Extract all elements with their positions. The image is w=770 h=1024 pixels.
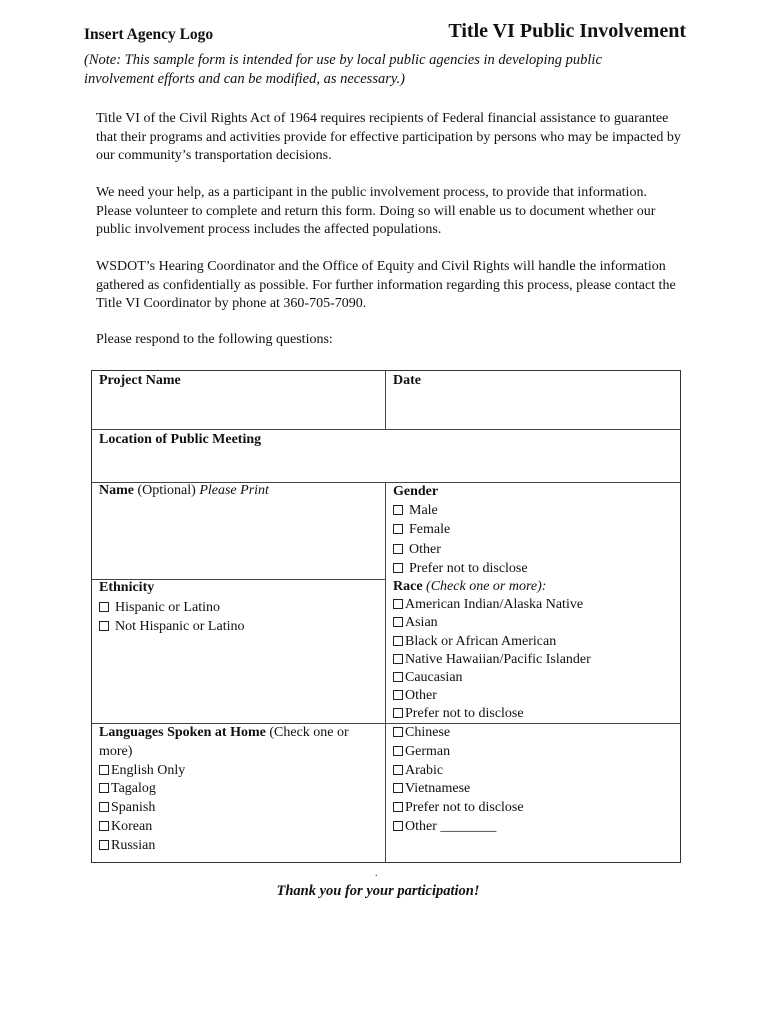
project-name-label: Project Name <box>99 373 181 388</box>
race-label: Race <box>393 579 423 594</box>
checkbox-icon[interactable] <box>99 765 109 775</box>
name-hint: Please Print <box>199 483 269 498</box>
intro-note: (Note: This sample form is intended for use by local public agencies in developing public involvement efforts and can be modified, as necessary.) <box>84 52 602 87</box>
checkbox-icon[interactable] <box>393 727 403 737</box>
gender-option-prefer-not[interactable]: Prefer not to disclose <box>393 559 528 578</box>
page-title: Title VI Public Involvement <box>448 20 686 42</box>
checkbox-icon[interactable] <box>393 672 403 682</box>
name-label: Name <box>99 483 134 498</box>
language-option-arabic[interactable]: Arabic <box>393 762 524 781</box>
languages-group-right <box>393 724 524 837</box>
checkbox-icon[interactable] <box>393 821 403 831</box>
race-option-black[interactable]: Black or African American <box>393 633 591 651</box>
agency-logo-placeholder: Insert Agency Logo <box>84 26 214 43</box>
paragraph-civil-rights: Title VI of the Civil Rights Act of 1964 requires recipients of Federal financial assistance to guarantee that their programs and activities provide for effective participation by persons who may be impacted by our community’s transportation decisions. <box>96 111 681 163</box>
checkbox-icon[interactable] <box>393 599 403 609</box>
language-option-english[interactable]: English Only <box>99 762 381 781</box>
language-option-russian[interactable]: Russian <box>99 837 381 856</box>
ethnicity-label: Ethnicity <box>99 580 155 595</box>
gender-option-male[interactable]: Male <box>393 501 528 520</box>
language-option-chinese[interactable]: Chinese <box>393 724 524 743</box>
name-optional-text: (Optional) <box>134 483 200 498</box>
checkbox-icon[interactable] <box>99 621 109 631</box>
checkbox-icon[interactable] <box>393 636 403 646</box>
languages-group <box>99 724 381 856</box>
languages-hint: (Check one or more) <box>99 725 349 759</box>
date-field[interactable] <box>393 372 421 391</box>
race-option-asian[interactable]: Asian <box>393 614 591 632</box>
project-name-field[interactable] <box>99 372 181 391</box>
column-divider <box>385 482 386 863</box>
paragraph-confidentiality: WSDOT’s Hearing Coordinator and the Office of Equity and Civil Rights will handle the information gathered as confidentially as possible. For further information regarding this process, please contact the Title VI Coordinator by phone at 360-705-7090. <box>96 259 676 311</box>
checkbox-icon[interactable] <box>393 544 403 554</box>
gender-option-other[interactable]: Other <box>393 540 528 559</box>
language-option-vietnamese[interactable]: Vietnamese <box>393 780 524 799</box>
race-option-caucasian[interactable]: Caucasian <box>393 669 591 687</box>
name-field[interactable] <box>99 482 269 501</box>
header <box>84 20 688 48</box>
checkbox-icon[interactable] <box>99 602 109 612</box>
checkbox-icon[interactable] <box>393 802 403 812</box>
location-label: Location of Public Meeting <box>99 432 262 447</box>
race-option-prefer-not[interactable]: Prefer not to disclose <box>393 705 591 723</box>
language-option-prefer-not[interactable]: Prefer not to disclose <box>393 799 524 818</box>
column-divider <box>385 371 386 429</box>
gender-option-female[interactable]: Female <box>393 520 528 539</box>
ethnicity-group <box>99 578 244 637</box>
checkbox-icon[interactable] <box>393 617 403 627</box>
date-label: Date <box>393 373 421 388</box>
checkbox-icon[interactable] <box>393 765 403 775</box>
checkbox-icon[interactable] <box>99 840 109 850</box>
thank-you-message: Thank you for your participation! <box>276 883 480 899</box>
language-option-tagalog[interactable]: Tagalog <box>99 780 381 799</box>
gender-group <box>393 482 528 578</box>
paragraph-respond: Please respond to the following questions: <box>96 332 333 347</box>
race-hint: (Check one or more): <box>422 579 547 594</box>
language-option-german[interactable]: German <box>393 743 524 762</box>
checkbox-icon[interactable] <box>393 524 403 534</box>
language-option-korean[interactable]: Korean <box>99 818 381 837</box>
checkbox-icon[interactable] <box>393 563 403 573</box>
location-field[interactable] <box>99 431 261 450</box>
checkbox-icon[interactable] <box>393 708 403 718</box>
survey-form <box>91 370 681 863</box>
separator-dot: . <box>375 868 378 879</box>
checkbox-icon[interactable] <box>99 783 109 793</box>
checkbox-icon[interactable] <box>99 802 109 812</box>
ethnicity-option-not-hispanic[interactable]: Not Hispanic or Latino <box>99 617 244 637</box>
race-option-pacific-islander[interactable]: Native Hawaiian/Pacific Islander <box>393 651 591 669</box>
race-option-american-indian[interactable]: American Indian/Alaska Native <box>393 596 591 614</box>
row-divider <box>92 429 680 430</box>
checkbox-icon[interactable] <box>393 690 403 700</box>
race-option-other[interactable]: Other <box>393 687 591 705</box>
ethnicity-option-hispanic[interactable]: Hispanic or Latino <box>99 598 244 618</box>
checkbox-icon[interactable] <box>393 783 403 793</box>
checkbox-icon[interactable] <box>393 746 403 756</box>
languages-label: Languages Spoken at Home <box>99 725 266 740</box>
language-option-other[interactable]: Other ________ <box>393 818 524 837</box>
paragraph-need-help: We need your help, as a participant in the public involvement process, to provide that information. Please volunteer to complete and return this form. Doing so will enable us to document whether our public involvement process includes the affected populations. <box>96 185 656 237</box>
language-option-spanish[interactable]: Spanish <box>99 799 381 818</box>
checkbox-icon[interactable] <box>393 505 403 515</box>
race-group <box>393 578 591 724</box>
checkbox-icon[interactable] <box>99 821 109 831</box>
checkbox-icon[interactable] <box>393 654 403 664</box>
gender-label: Gender <box>393 484 439 499</box>
